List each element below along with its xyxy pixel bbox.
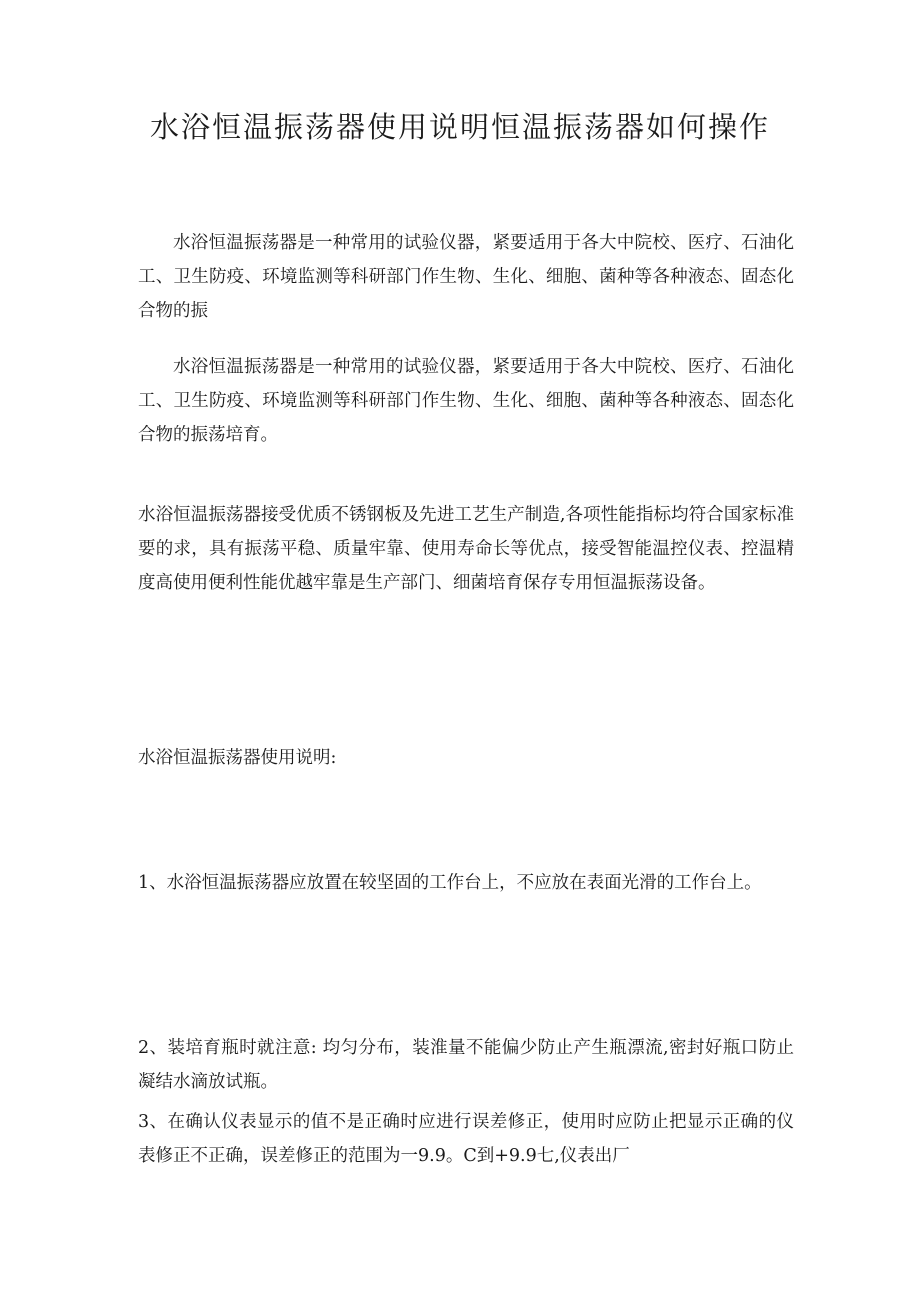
paragraph-intro-repeat: 水浴恒温振荡器是一种常用的试验仪器，紧要适用于各大中院校、医疗、石油化工、卫生防疫、环境监测等科研部门作生物、生化、细胞、菌种等各种液态、固态化合物的振荡培育。 — [138, 357, 794, 445]
list-item-step-2: 2、装培育瓶时就注意: 均匀分布，装淮量不能偏少防止产生瓶漂流,密封好瓶口防止凝结水滴放试瓶。 — [138, 1038, 794, 1092]
paragraph-intro: 水浴恒温振荡器是一种常用的试验仪器，紧要适用于各大中院校、医疗、石油化工、卫生防疫、环境监测等科研部门作生物、生化、细胞、菌种等各种液态、固态化合物的振 — [138, 233, 794, 321]
list-item-step-1: 1、水浴恒温振荡器应放置在较坚固的工作台上，不应放在表面光滑的工作台上。 — [138, 873, 762, 893]
document-title: 水浴恒温振荡器使用说明恒温振荡器如何操作 — [149, 110, 770, 144]
section-heading-usage: 水浴恒温振荡器使用说明: — [138, 748, 337, 768]
list-item-step-3: 3、在确认仪表显示的值不是正确时应进行误差修正，使用时应防止把显示正确的仪表修正不正确，误差修正的范围为一9.9。C到+9.9七,仪表出厂 — [138, 1112, 794, 1166]
paragraph-features: 水浴恒温振荡器接受优质不锈钢板及先进工艺生产制造,各项性能指标均符合国家标准要的求，具有振荡平稳、质量牢靠、使用寿命长等优点，接受智能温控仪表、控温精度高使用便利性能优越牢靠是生产部门、细菌培育保存专用恒温振荡设备。 — [138, 505, 794, 593]
